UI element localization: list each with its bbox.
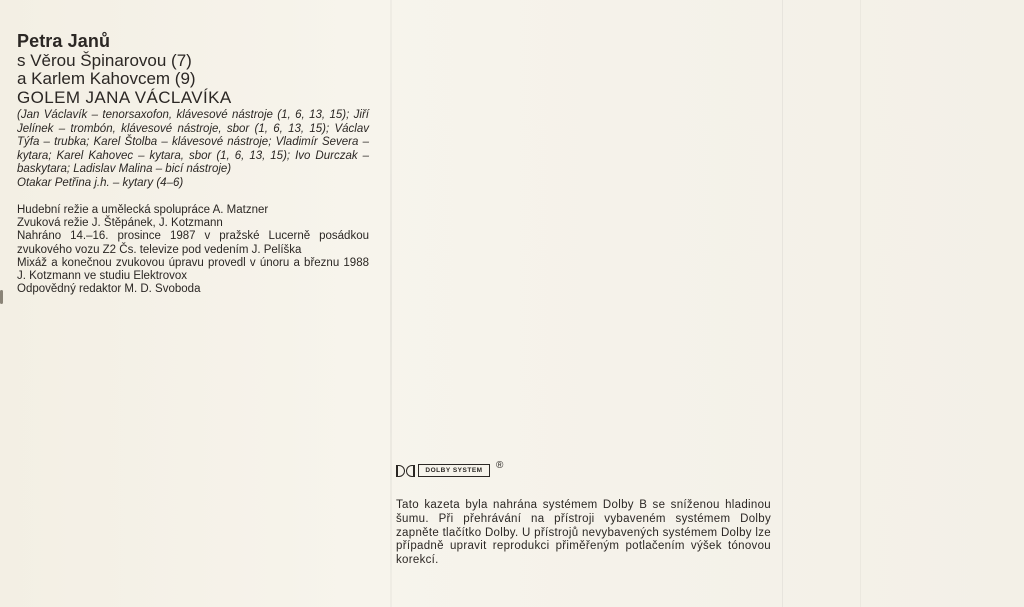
- production-credits: [17, 204, 369, 296]
- fold-line: [782, 0, 783, 607]
- guest-musician: Otakar Petřina j.h. – kytary (4–6): [17, 176, 184, 189]
- fold-line: [860, 0, 861, 607]
- credit-recording: Nahráno 14.–16. prosince 1987 v pražské Lucerně posádkou zvukového vozu Z2 Čs. televize pod vedením J. Pelíška: [17, 230, 369, 256]
- credit-editor: Odpovědný redaktor M. D. Svoboda: [17, 283, 201, 296]
- credit-music-direction: Hudební režie a umělecká spolupráce A. Matzner: [17, 204, 269, 216]
- dolby-system-label: DOLBY SYSTEM: [418, 464, 490, 477]
- band-personnel: [17, 109, 369, 190]
- personnel-list: (Jan Václavík – tenorsaxofon, klávesové nástroje (1, 6, 13, 15); Jiří Jelínek – trombón, klávesové nástroje, sbor (1, 6, 13, 15); Václav Týfa – trubka; Karel Štolba – klávesové nástroje; Vladimír Severa – kytara; Karel Kahovec – kytara, sbor (1, 6, 13, 15); Ivo Durczak – baskytara; Ladislav Malina – bicí nástroje): [17, 109, 369, 175]
- artist-name: Petra Janů: [17, 31, 111, 51]
- band-name: GOLEM JANA VÁCLAVÍKA: [17, 88, 232, 107]
- dolby-logo: [396, 461, 503, 481]
- double-d-icon: [396, 464, 415, 478]
- featuring-line-2: a Karlem Kahovcem (9): [17, 69, 196, 88]
- fold-line: [390, 0, 392, 607]
- registered-mark: ®: [496, 460, 504, 471]
- edge-mark: [0, 290, 3, 304]
- dolby-notice: Tato kazeta byla nahrána systémem Dolby B se sníženou hladinou šumu. Při přehrávání na přístroji vybaveném systémem Dolby zapněte tlačítko Dolby. U přístrojů nevybavených systémem Dolby lze případně upravit reprodukci přiměřeným potlačením výšek tónovou korekcí.: [396, 499, 771, 567]
- featuring-line-1: s Věrou Špinarovou (7): [17, 51, 192, 70]
- credit-sound-direction: Zvuková režie J. Štěpánek, J. Kotzmann: [17, 217, 223, 230]
- credit-mixing: Mixáž a konečnou zvukovou úpravu provedl v únoru a březnu 1988 J. Kotzmann ve studiu Elektrovox: [17, 256, 369, 283]
- credits-panel: [17, 30, 377, 296]
